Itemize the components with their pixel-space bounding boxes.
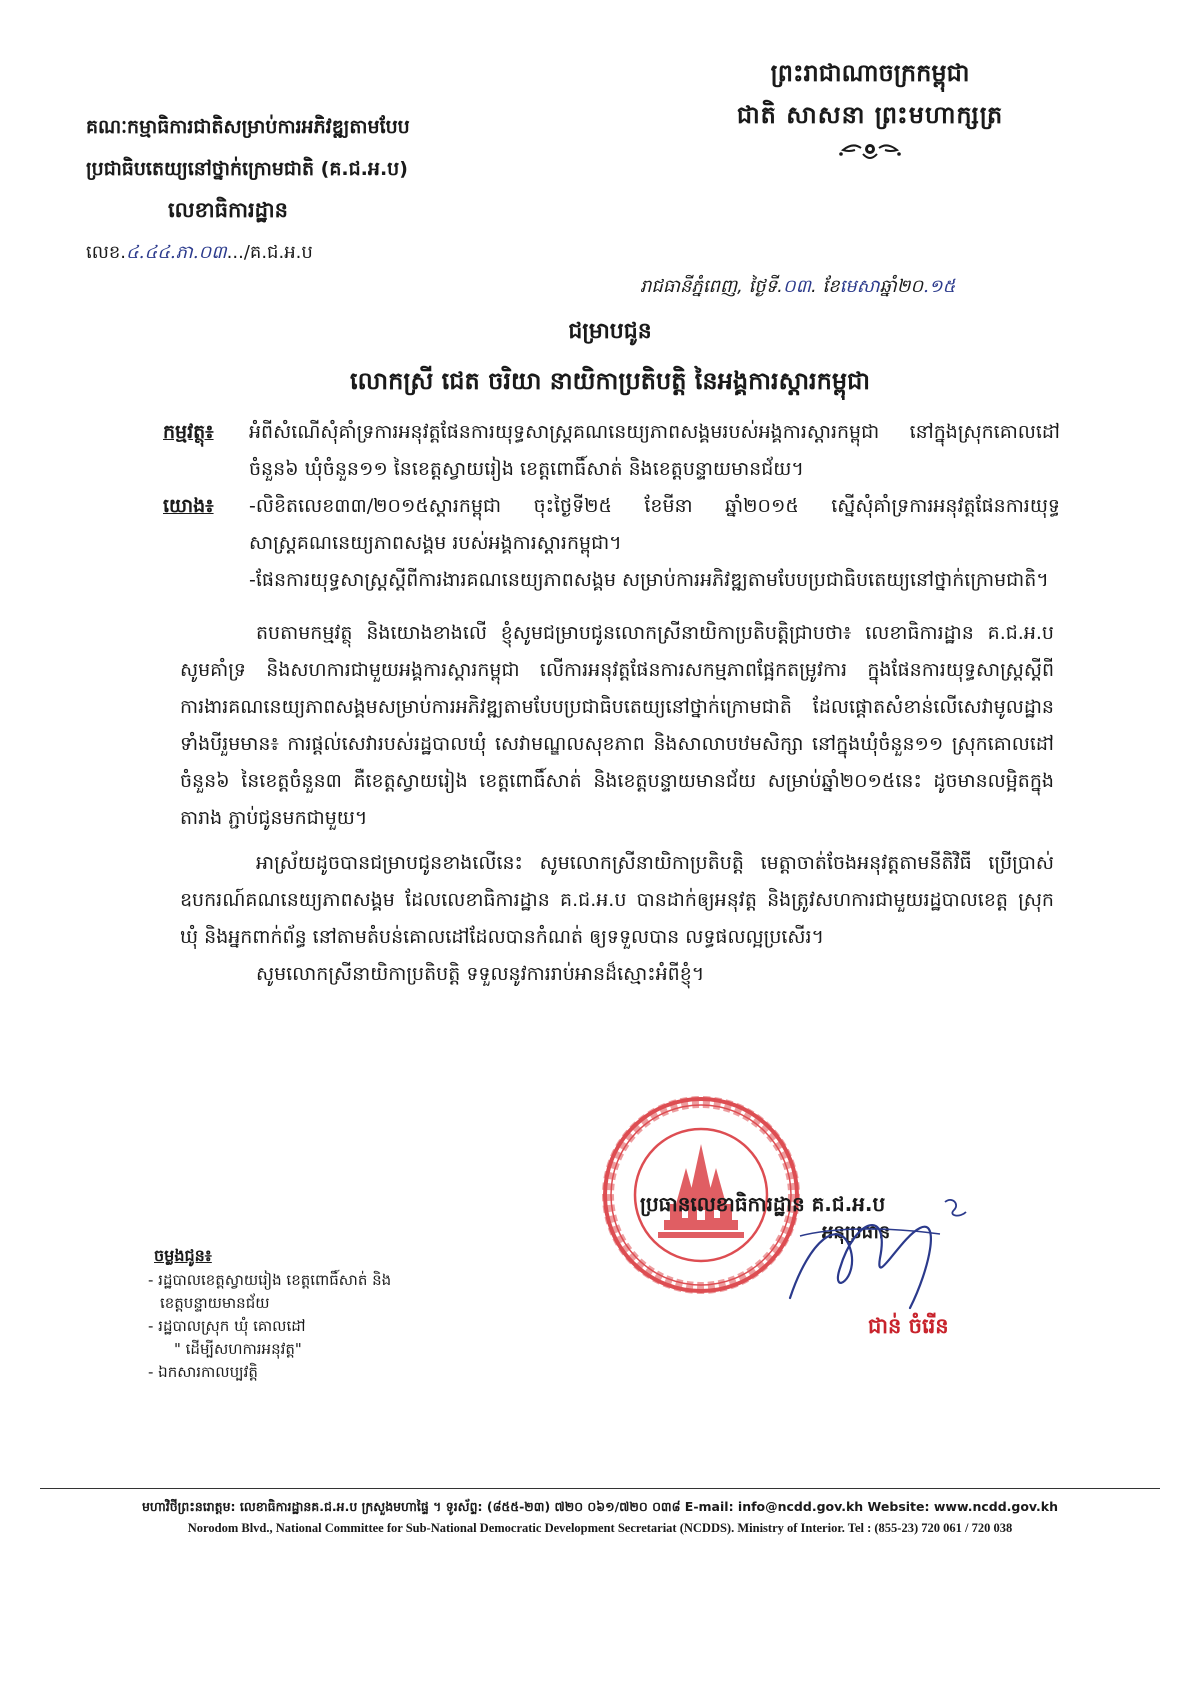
date-month-label: . ខែ xyxy=(811,276,840,297)
subject-label: កម្មវត្ថុ៖ xyxy=(163,421,214,443)
closing-paragraph: សូមលោកស្រីនាយិកាប្រតិបត្តិ ទទួលនូវការរាប់អានដ៏ស្មោះអំពីខ្ញុំ។ xyxy=(256,963,705,985)
national-motto: ជាតិ សាសនា ព្រះមហាក្សត្រ xyxy=(736,101,1004,129)
footer-divider xyxy=(40,1488,1160,1489)
ref-prefix: លេខ. xyxy=(86,242,126,263)
reference-label: យោង៖ xyxy=(163,495,214,517)
issuer-block xyxy=(86,106,606,230)
signatory-title: ប្រធានលេខាធិការដ្ឋាន គ.ជ.អ.ប xyxy=(640,1192,886,1216)
signatory-deputy: អនុប្រធាន xyxy=(822,1222,891,1243)
copies-label: ចម្លងជូន៖ xyxy=(154,1246,212,1265)
date-year: .១៥ xyxy=(923,276,956,297)
body-paragraph-2: អាស្រ័យដូចបានជម្រាបជូនខាងលើនេះ សូមលោកស្រីនាយិកាប្រតិបត្តិ មេត្តាចាត់ចែងអនុវត្តតាមនីតិវិធី ប្រើប្រាស់ឧបករណ៍គណនេយ្យភាពសង្គម ដែលលេខាធិការដ្ឋាន គ.ជ.អ.ប បានដាក់ឲ្យអនុវត្ត និងត្រូវសហការជាមួយរដ្ឋបាលខេត្ត ស្រុក ឃុំ និងអ្នកពាក់ព័ន្ធ នៅតាមតំបន់គោលដៅដែលបានកំណត់ ឲ្យទទួលបាន លទ្ធផលល្អប្រសើរ។ xyxy=(180,852,1054,948)
reference-item: -ផែនការយុទ្ធសាស្ត្រស្តីពីការងារគណនេយ្យភាពសង្គម សម្រាប់ការអភិវឌ្ឍតាមបែបប្រជាធិបតេយ្យនៅថ្នាក់ក្រោមជាតិ។ xyxy=(249,569,1049,591)
copies-block xyxy=(148,1244,528,1384)
date-day: ០៣ xyxy=(782,276,811,297)
date-year-label: ឆ្នាំ២០ xyxy=(879,276,924,297)
ref-suffix: .../គ.ជ.អ.ប xyxy=(226,242,313,263)
footer-address-english: Norodom Blvd., National Committee for Sub-National Democratic Development Secretariat (NCDDS). Ministry of Interior. Tel : (855-23) 720 061 / 720 038 xyxy=(187,1521,1013,1535)
ref-handwritten-number: ៤.៤៤.ភា.០៣ xyxy=(126,242,227,263)
floral-ornament-icon xyxy=(835,138,905,164)
greeting: ជម្រាបជូន xyxy=(568,319,652,344)
subject-text: អំពីសំណើសុំគាំទ្រការអនុវត្តផែនការយុទ្ធសាស្ត្រគណនេយ្យភាពសង្គមរបស់អង្គការស្តារកម្ពុជា នៅក្នុងស្រុកគោលដៅចំនួន៦ ឃុំចំនួន១១ នៃខេត្តស្វាយរៀង ខេត្តពោធិ៍សាត់ និងខេត្តបន្ទាយមានជ័យ។ xyxy=(249,421,1060,480)
date-day-label: ថ្ងៃទី. xyxy=(748,276,783,297)
date-place: រាជធានីភ្នំពេញ, xyxy=(640,276,743,297)
issuer-line-1: គណៈកម្មាធិការជាតិសម្រាប់ការអភិវឌ្ឍតាមបែប xyxy=(86,116,410,138)
date-month: មេសា xyxy=(839,276,880,297)
reference-row xyxy=(160,488,1060,599)
issuer-line-2: ប្រជាធិបតេយ្យនៅថ្នាក់ក្រោមជាតិ (គ.ជ.អ.ប) xyxy=(86,158,408,180)
recipient: លោកស្រី ជេត ចរិយា នាយិកាប្រតិបត្តិ នៃអង្គការស្តារកម្ពុជា xyxy=(350,367,870,395)
copies-item: " ដើម្បីសហការអនុវត្ត" xyxy=(174,1340,302,1358)
copies-item: ខេត្តបន្ទាយមានជ័យ xyxy=(160,1294,270,1312)
reference-item: -លិខិតលេខ៣៣/២០១៥ស្តារកម្ពុជា ចុះថ្ងៃទី២៥ ខែមីនា ឆ្នាំ២០១៥ ស្នើសុំគាំទ្រការអនុវត្តផែនការយុទ្ធសាស្ត្រគណនេយ្យភាពសង្គម របស់អង្គការស្តារកម្ពុជា។ xyxy=(249,495,1060,554)
footer xyxy=(40,1496,1160,1538)
copies-item: - រដ្ឋបាលស្រុក ឃុំ គោលដៅ xyxy=(148,1317,306,1335)
letter-body xyxy=(160,312,1060,993)
reference-number xyxy=(86,238,313,268)
subject-row xyxy=(160,414,1060,488)
kingdom-title: ព្រះរាជាណាចក្រកម្ពុជា xyxy=(770,59,970,87)
signatory-name: ជាន់ ចំរើន xyxy=(868,1314,949,1338)
department-name: លេខាធិការដ្ឋាន xyxy=(168,198,288,222)
kingdom-header xyxy=(690,52,1050,164)
body-paragraph-1: តបតាមកម្មវត្ថុ និងយោងខាងលើ ខ្ញុំសូមជម្រាបជូនលោកស្រីនាយិកាប្រតិបត្តិជ្រាបថា៖ លេខាធិការដ្ឋាន គ.ជ.អ.ប សូមគាំទ្រ និងសហការជាមួយអង្គការស្តារកម្ពុជា លើការអនុវត្តផែនការសកម្មភាពផ្អែកតម្រូវការ ក្នុងផែនការយុទ្ធសាស្ត្រស្តីពី ការងារគណនេយ្យភាពសង្គមសម្រាប់ការអភិវឌ្ឍតាមបែបប្រជាធិបតេយ្យនៅថ្នាក់ក្រោមជាតិ ដែលផ្តោតសំខាន់លើសេវាមូលដ្ឋានទាំងបីរួមមាន៖ ការផ្តល់សេវារបស់រដ្ឋបាលឃុំ សេវាមណ្ឌលសុខភាព និងសាលាបឋមសិក្សា នៅក្នុងឃុំចំនួន១១ ស្រុកគោលដៅចំនួន៦ នៃខេត្តចំនួន៣ គឺខេត្តស្វាយរៀង ខេត្តពោធិ៍សាត់ និងខេត្តបន្ទាយមានជ័យ សម្រាប់ឆ្នាំ២០១៥នេះ ដូចមានលម្អិតក្នុងតារាង ភ្ជាប់ជូនមកជាមួយ។ xyxy=(180,622,1054,829)
copies-item: - រដ្ឋបាលខេត្តស្វាយរៀង ខេត្តពោធិ៍សាត់ និង xyxy=(148,1271,392,1289)
date-line xyxy=(640,272,1080,302)
copies-item: - ឯកសារកាលប្បវត្តិ xyxy=(148,1363,258,1381)
footer-address-khmer: មហាវិថីព្រះនរោត្តម: លេខាធិការដ្ឋានគ.ជ.អ.ប ក្រសួងមហាផ្ទៃ ។ ទូរស័ព្ទ: (៨៥៥-២៣) ៧២០ ០៦១/៧២០ ០៣៨ E-mail: info@ncdd.gov.kh Website: www.ncdd.gov.kh xyxy=(141,1499,1059,1514)
reference-list xyxy=(249,488,1060,599)
